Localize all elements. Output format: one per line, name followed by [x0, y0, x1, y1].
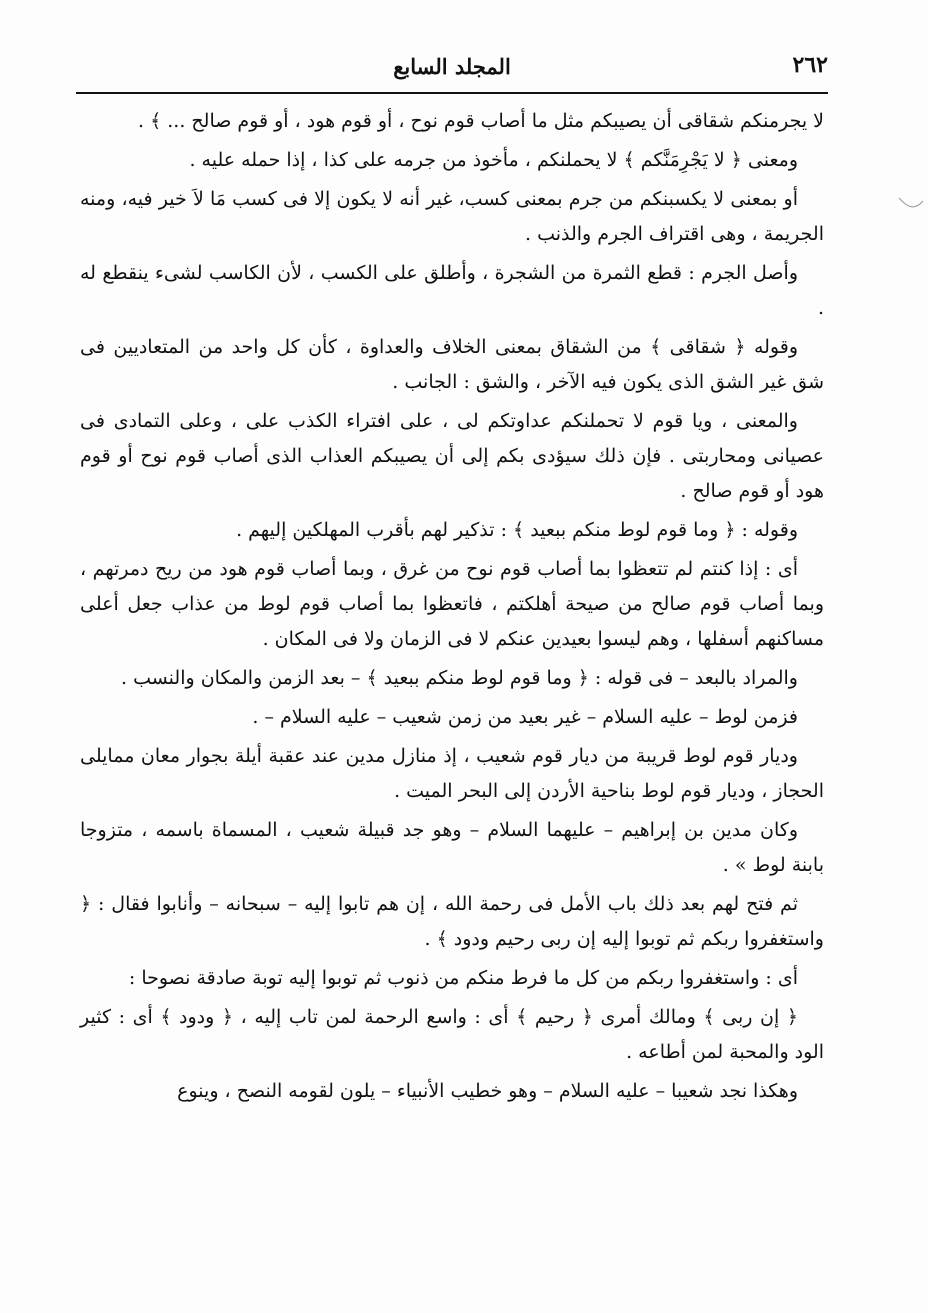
paragraph: ومعنى ﴿ لا يَجْرِمَنَّكم ﴾ لا يحملنكم ، مأخوذ من جرمه على كذا ، إذا حمله عليه . — [189, 149, 798, 171]
page-header — [76, 52, 828, 88]
page-number: ٢٦٢ — [792, 52, 828, 78]
paragraph: وقوله ﴿ شقاقى ﴾ من الشقاق بمعنى الخلاف والعداوة ، كأن كل واحد من المتعاديين فى شق غير الشق الذى يكون فيه الآخر ، والشق : الجانب . — [80, 336, 824, 393]
header-rule — [76, 92, 828, 94]
paragraph: والمراد بالبعد – فى قوله : ﴿ وما قوم لوط منكم ببعيد ﴾ – بعد الزمن والمكان والنسب . — [121, 667, 798, 689]
paragraph: ثم فتح لهم بعد ذلك باب الأمل فى رحمة الله ، إن هم تابوا إليه – سبحانه – وأنابوا فقال : ﴿ واستغفروا ربكم ثم توبوا إليه إن ربى رحيم ودود ﴾ . — [80, 893, 824, 950]
running-head: المجلد السابع — [393, 54, 511, 79]
paragraph: وأصل الجرم : قطع الثمرة من الشجرة ، وأطلق على الكسب ، لأن الكاسب لشىء ينقطع له . — [80, 262, 824, 319]
paragraph: أو بمعنى لا يكسبنكم من جرم بمعنى كسب، غير أنه لا يكون إلا فى كسب مَا لاَ خير فيه، ومنه الجريمة ، وهى اقتراف الجرم والذنب . — [80, 188, 824, 245]
paragraph: وكان مدين بن إبراهيم – عليهما السلام – وهو جد قبيلة شعيب ، المسماة باسمه ، متزوجا بابنة لوط » . — [80, 819, 824, 876]
body-text — [80, 104, 824, 1113]
paragraph: وهكذا نجد شعيبا – عليه السلام – وهو خطيب الأنبياء – يلون لقومه النصح ، وينوع — [177, 1080, 798, 1102]
paragraph: وقوله : ﴿ وما قوم لوط منكم ببعيد ﴾ : تذكير لهم بأقرب المهلكين إليهم . — [236, 519, 798, 541]
paragraph: لا يجرمنكم شقاقى أن يصيبكم مثل ما أصاب قوم نوح ، أو قوم هود ، أو قوم صالح ... ﴾ . — [138, 110, 824, 132]
paragraph: أى : واستغفروا ربكم من كل ما فرط منكم من ذنوب ثم توبوا إليه توبة صادقة نصوحا : — [128, 967, 798, 989]
paragraph: ﴿ إن ربى ﴾ ومالك أمرى ﴿ رحيم ﴾ أى : واسع الرحمة لمن تاب إليه ، ﴿ ودود ﴾ أى : كثير الود والمحبة لمن أطاعه . — [80, 1006, 824, 1063]
paragraph: والمعنى ، ويا قوم لا تحملنكم عداوتكم لى ، على افتراء الكذب على ، وعلى التمادى فى عصيانى ومحاربتى . فإن ذلك سيؤدى بكم إلى أن يصيبكم العذاب الذى أصاب قوم نوح أو قوم هود أو قوم صالح . — [80, 410, 824, 502]
paragraph: وديار قوم لوط قريبة من ديار قوم شعيب ، إذ منازل مدين عند عقبة أيلة بجوار معان ممايلى الحجاز ، وديار قوم لوط بناحية الأردن إلى البحر الميت . — [80, 745, 824, 802]
margin-pencil-mark — [898, 196, 924, 210]
paragraph: فزمن لوط – عليه السلام – غير بعيد من زمن شعيب – عليه السلام – . — [252, 706, 798, 728]
paragraph: أى : إذا كنتم لم تتعظوا بما أصاب قوم نوح من غرق ، وبما أصاب قوم هود من ريح دمرتهم ، وبما أصاب قوم صالح من صيحة أهلكتم ، فاتعظوا بما أصاب قوم لوط من عذاب جعل أعلى مساكنهم أسفلها ، وهم ليسوا بعيدين عنكم لا فى الزمان ولا فى المكان . — [80, 558, 824, 650]
